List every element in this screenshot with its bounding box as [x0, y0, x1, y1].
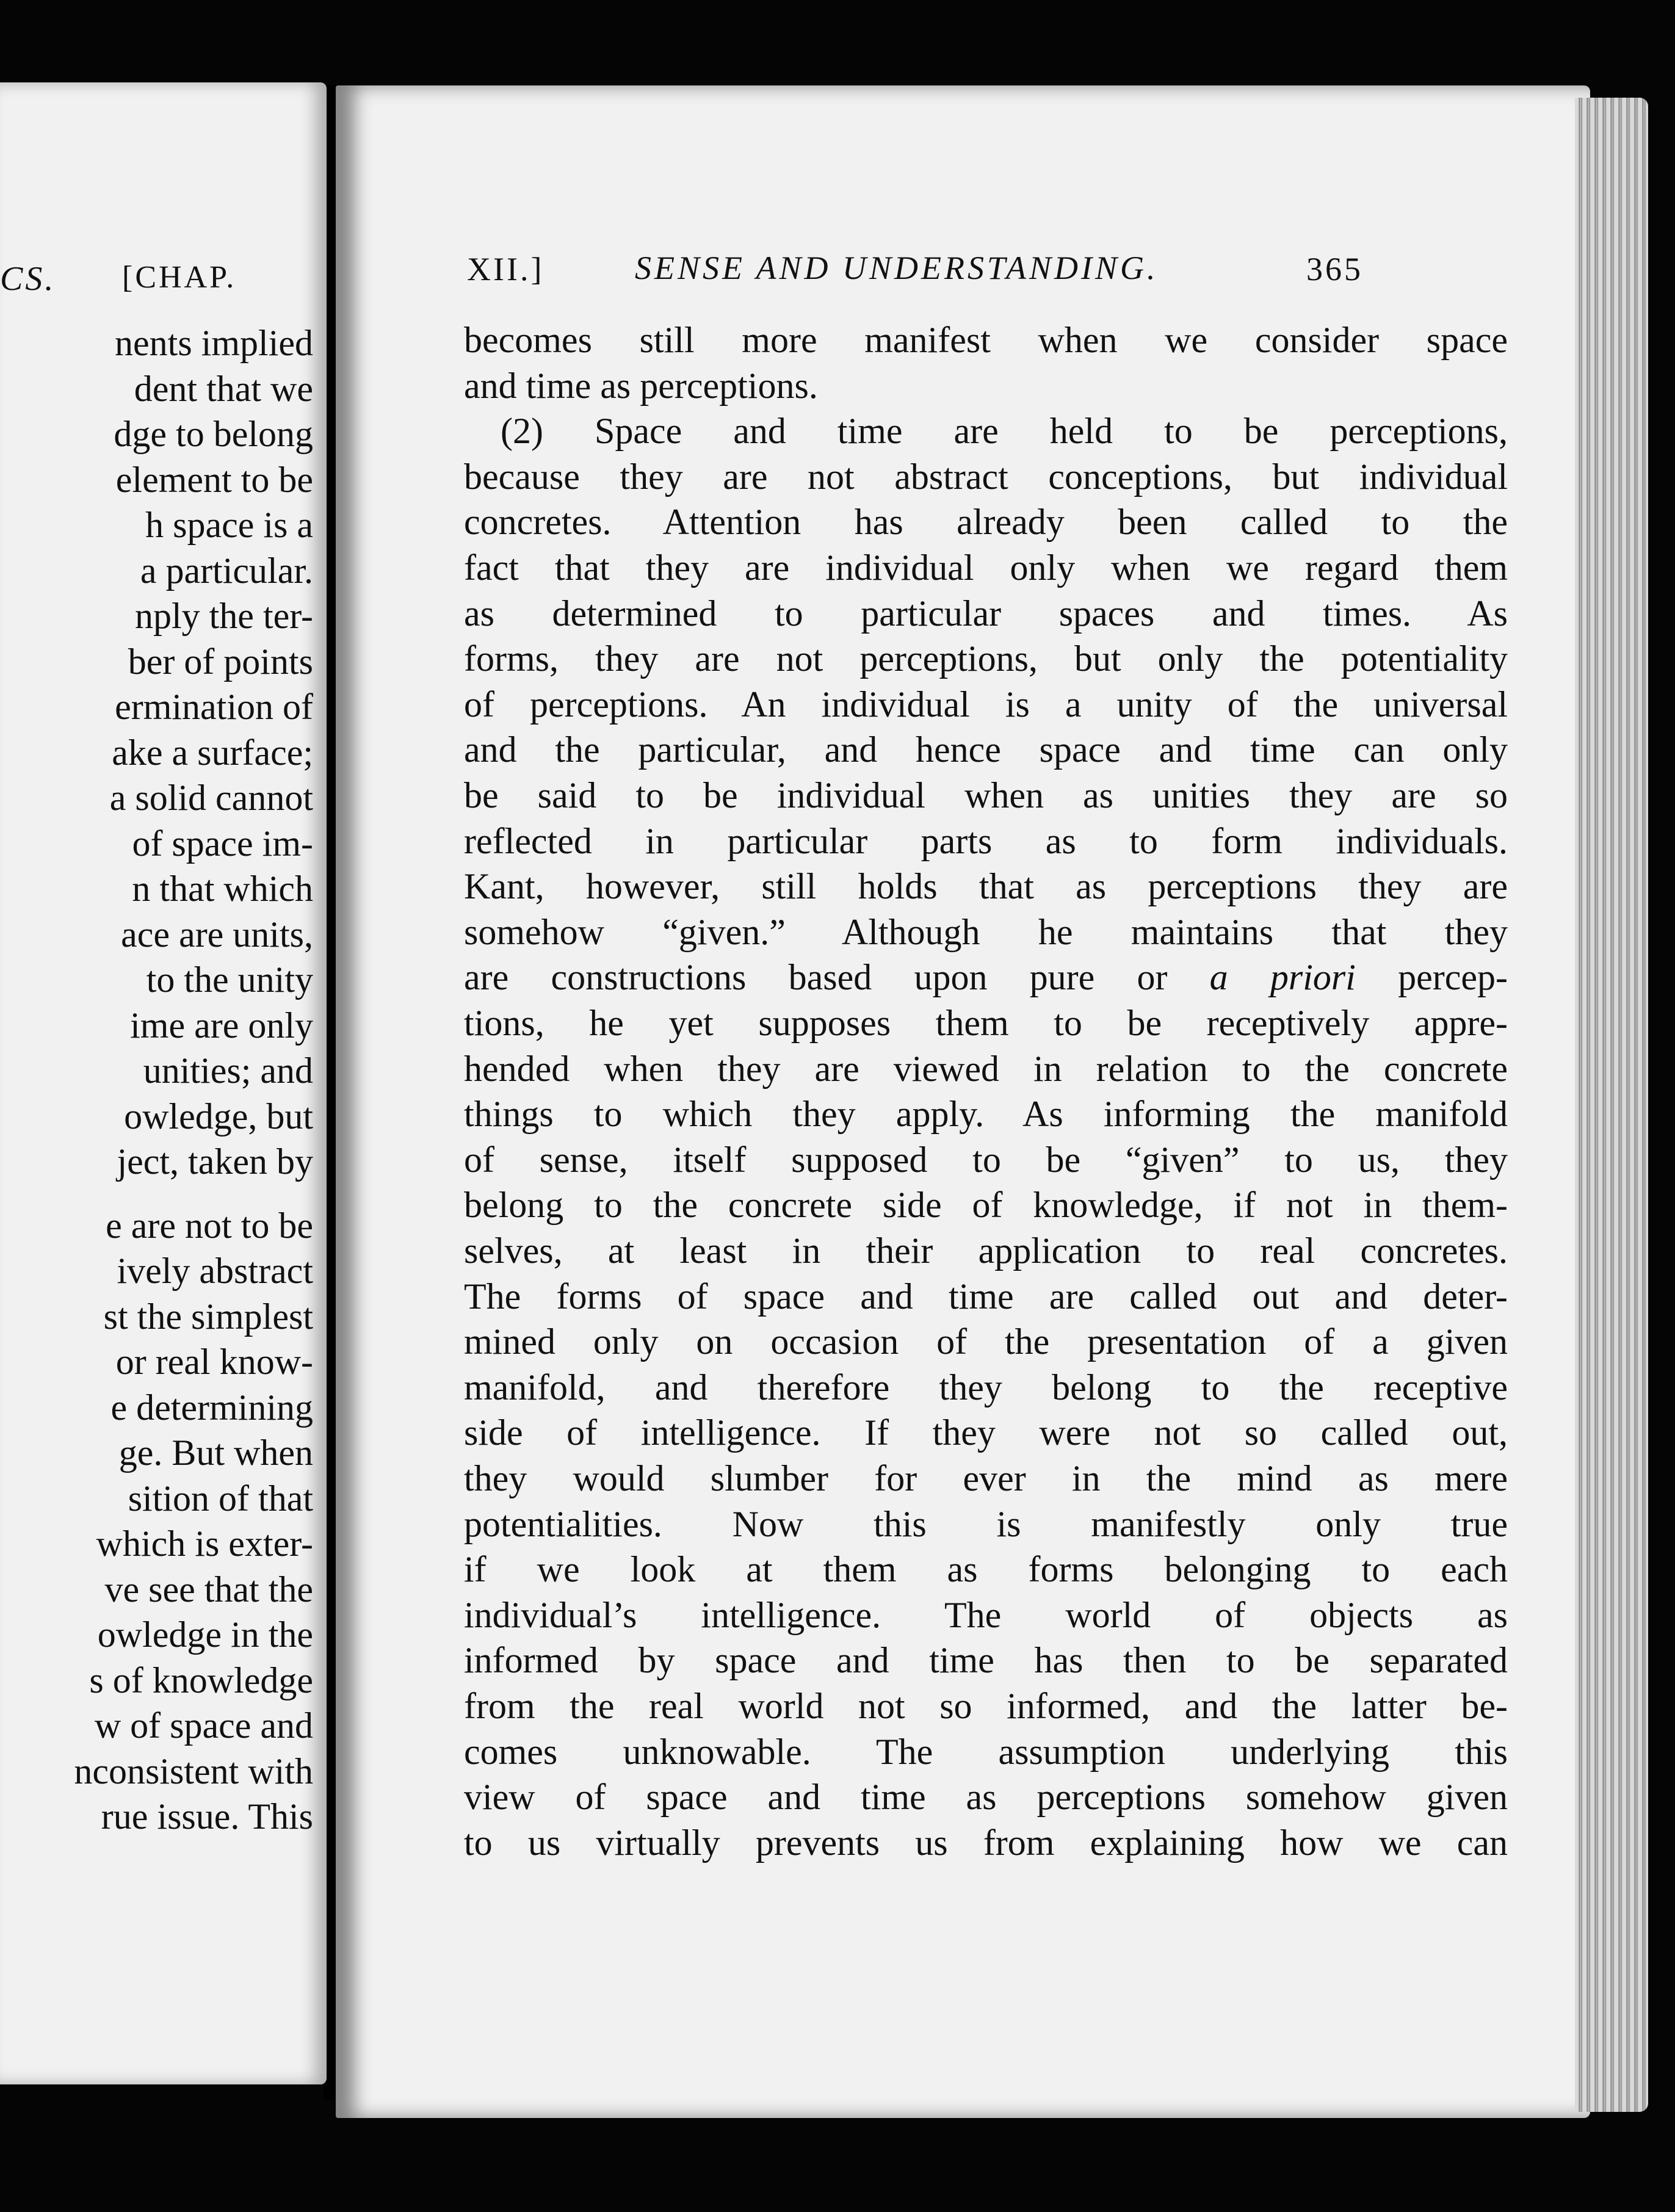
body-text-line: and the particular, and hence space and time can only: [464, 729, 1508, 770]
left-text-line: owledge, but: [124, 1096, 313, 1137]
left-text-line: ively abstract: [117, 1251, 313, 1291]
left-text-line: unities; and: [143, 1050, 313, 1091]
left-text-line: ber of points: [128, 641, 313, 682]
body-text-line: side of intelligence. If they were not so called out,: [464, 1412, 1508, 1453]
body-text-line: informed by space and time has then to be separated: [464, 1640, 1508, 1681]
left-text-line: ermination of: [115, 687, 313, 727]
body-text-line: reflected in particular parts as to form individuals.: [464, 820, 1508, 861]
left-text-line: ime are only: [130, 1005, 313, 1046]
body-text-line: they would slumber for ever in the mind as mere: [464, 1458, 1508, 1498]
body-text-line: The forms of space and time are called out and deter-: [464, 1276, 1508, 1317]
left-text-line: ge. But when: [118, 1433, 313, 1473]
left-text-line: h space is a: [145, 505, 313, 545]
body-text-line: somehow “given.” Although he maintains that they: [464, 911, 1508, 952]
body-text-line: [464, 955, 1508, 1000]
left-text-line: nply the ter-: [134, 596, 313, 636]
left-text-line: sition of that: [128, 1478, 313, 1519]
left-text-line: ve see that the: [104, 1569, 313, 1610]
body-text-line: selves, at least in their application to real concretes.: [464, 1231, 1508, 1271]
left-text-line: a particular.: [140, 550, 313, 591]
left-text-line: dent that we: [134, 368, 313, 409]
left-text-line: a solid cannot: [109, 778, 313, 818]
body-text-line: as determined to particular spaces and times. As: [464, 593, 1508, 634]
left-running-head-chapter: [CHAP.: [122, 260, 237, 295]
body-text-line: things to which they apply. As informing the manifold: [464, 1094, 1508, 1135]
body-text-line: because they are not abstract conceptions, but individual: [464, 456, 1508, 497]
left-running-head-title: CS.: [0, 260, 56, 298]
left-text-line: owledge in the: [97, 1614, 313, 1655]
body-text-line: manifold, and therefore they belong to the receptive: [464, 1367, 1508, 1408]
left-text-line: to the unity: [146, 960, 313, 1000]
left-text-line: or real know-: [115, 1342, 313, 1382]
body-text-line: concretes. Attention has already been called to the: [464, 502, 1508, 543]
right-page: [336, 85, 1590, 2118]
body-text-line: (2) Space and time are held to be perceptions,: [501, 411, 1508, 452]
body-text-line: tions, he yet supposes them to be receptively appre-: [464, 1003, 1508, 1043]
left-text-line: n that which: [132, 869, 313, 909]
body-text-line: if we look at them as forms belonging to each: [464, 1549, 1508, 1590]
body-text-line: comes unknowable. The assumption underlying this: [464, 1731, 1508, 1772]
left-text-line: dge to belong: [114, 414, 313, 454]
body-text-line: and time as perceptions.: [464, 365, 818, 406]
body-text-line: mined only on occasion of the presentation of a given: [464, 1321, 1508, 1362]
body-text-line: of perceptions. An individual is a unity of the universal: [464, 684, 1508, 725]
running-head-title: SENSE AND UNDERSTANDING.: [635, 250, 1159, 286]
left-text-line: w of space and: [94, 1705, 313, 1746]
body-text-line: view of space and time as perceptions somehow given: [464, 1777, 1508, 1818]
page-number: 365: [1306, 251, 1363, 287]
running-head-chapter: XII.]: [467, 251, 544, 287]
left-text-line: nconsistent with: [74, 1751, 313, 1791]
line-text-tail: percep-: [1355, 957, 1508, 998]
body-text-line: Kant, however, still holds that as perceptions they are: [464, 866, 1508, 907]
left-text-line: nents implied: [115, 323, 313, 363]
line-text: are constructions based upon pure or: [464, 957, 1210, 998]
body-text-line: fact that they are individual only when we regard them: [464, 548, 1508, 588]
left-text-line: of space im-: [132, 823, 313, 864]
body-text-line: becomes still more manifest when we consider space: [464, 320, 1508, 360]
left-text-line: e are not to be: [106, 1205, 313, 1246]
left-text-line: rue issue. This: [101, 1796, 313, 1837]
left-text-line: element to be: [115, 459, 313, 500]
left-text-line: ject, taken by: [117, 1141, 313, 1182]
body-text-line: potentialities. Now this is manifestly only true: [464, 1503, 1508, 1544]
left-text-line: s of knowledge: [89, 1660, 313, 1701]
italic-phrase: a priori: [1209, 957, 1356, 998]
body-text-line: from the real world not so informed, and the latter be-: [464, 1686, 1508, 1726]
body-text-line: hended when they are viewed in relation to the concrete: [464, 1048, 1508, 1089]
page-edges: [1575, 98, 1648, 2112]
body-text-line: belong to the concrete side of knowledge, if not in them-: [464, 1185, 1508, 1226]
body-text-line: individual’s intelligence. The world of objects as: [464, 1594, 1508, 1635]
body-text-line: be said to be individual when as unities they are so: [464, 775, 1508, 815]
body-text-line: to us virtually prevents us from explaining how we can: [464, 1822, 1508, 1863]
left-text-line: e determining: [110, 1387, 313, 1428]
left-text-line: which is exter-: [96, 1523, 313, 1564]
left-text-line: ace are units,: [121, 914, 313, 955]
body-text-line: forms, they are not perceptions, but only the potentiality: [464, 638, 1508, 679]
left-text-line: ake a surface;: [112, 732, 313, 773]
body-text-line: of sense, itself supposed to be “given” to us, they: [464, 1139, 1508, 1180]
left-page: [0, 82, 327, 2084]
left-text-line: st the simplest: [103, 1296, 313, 1337]
